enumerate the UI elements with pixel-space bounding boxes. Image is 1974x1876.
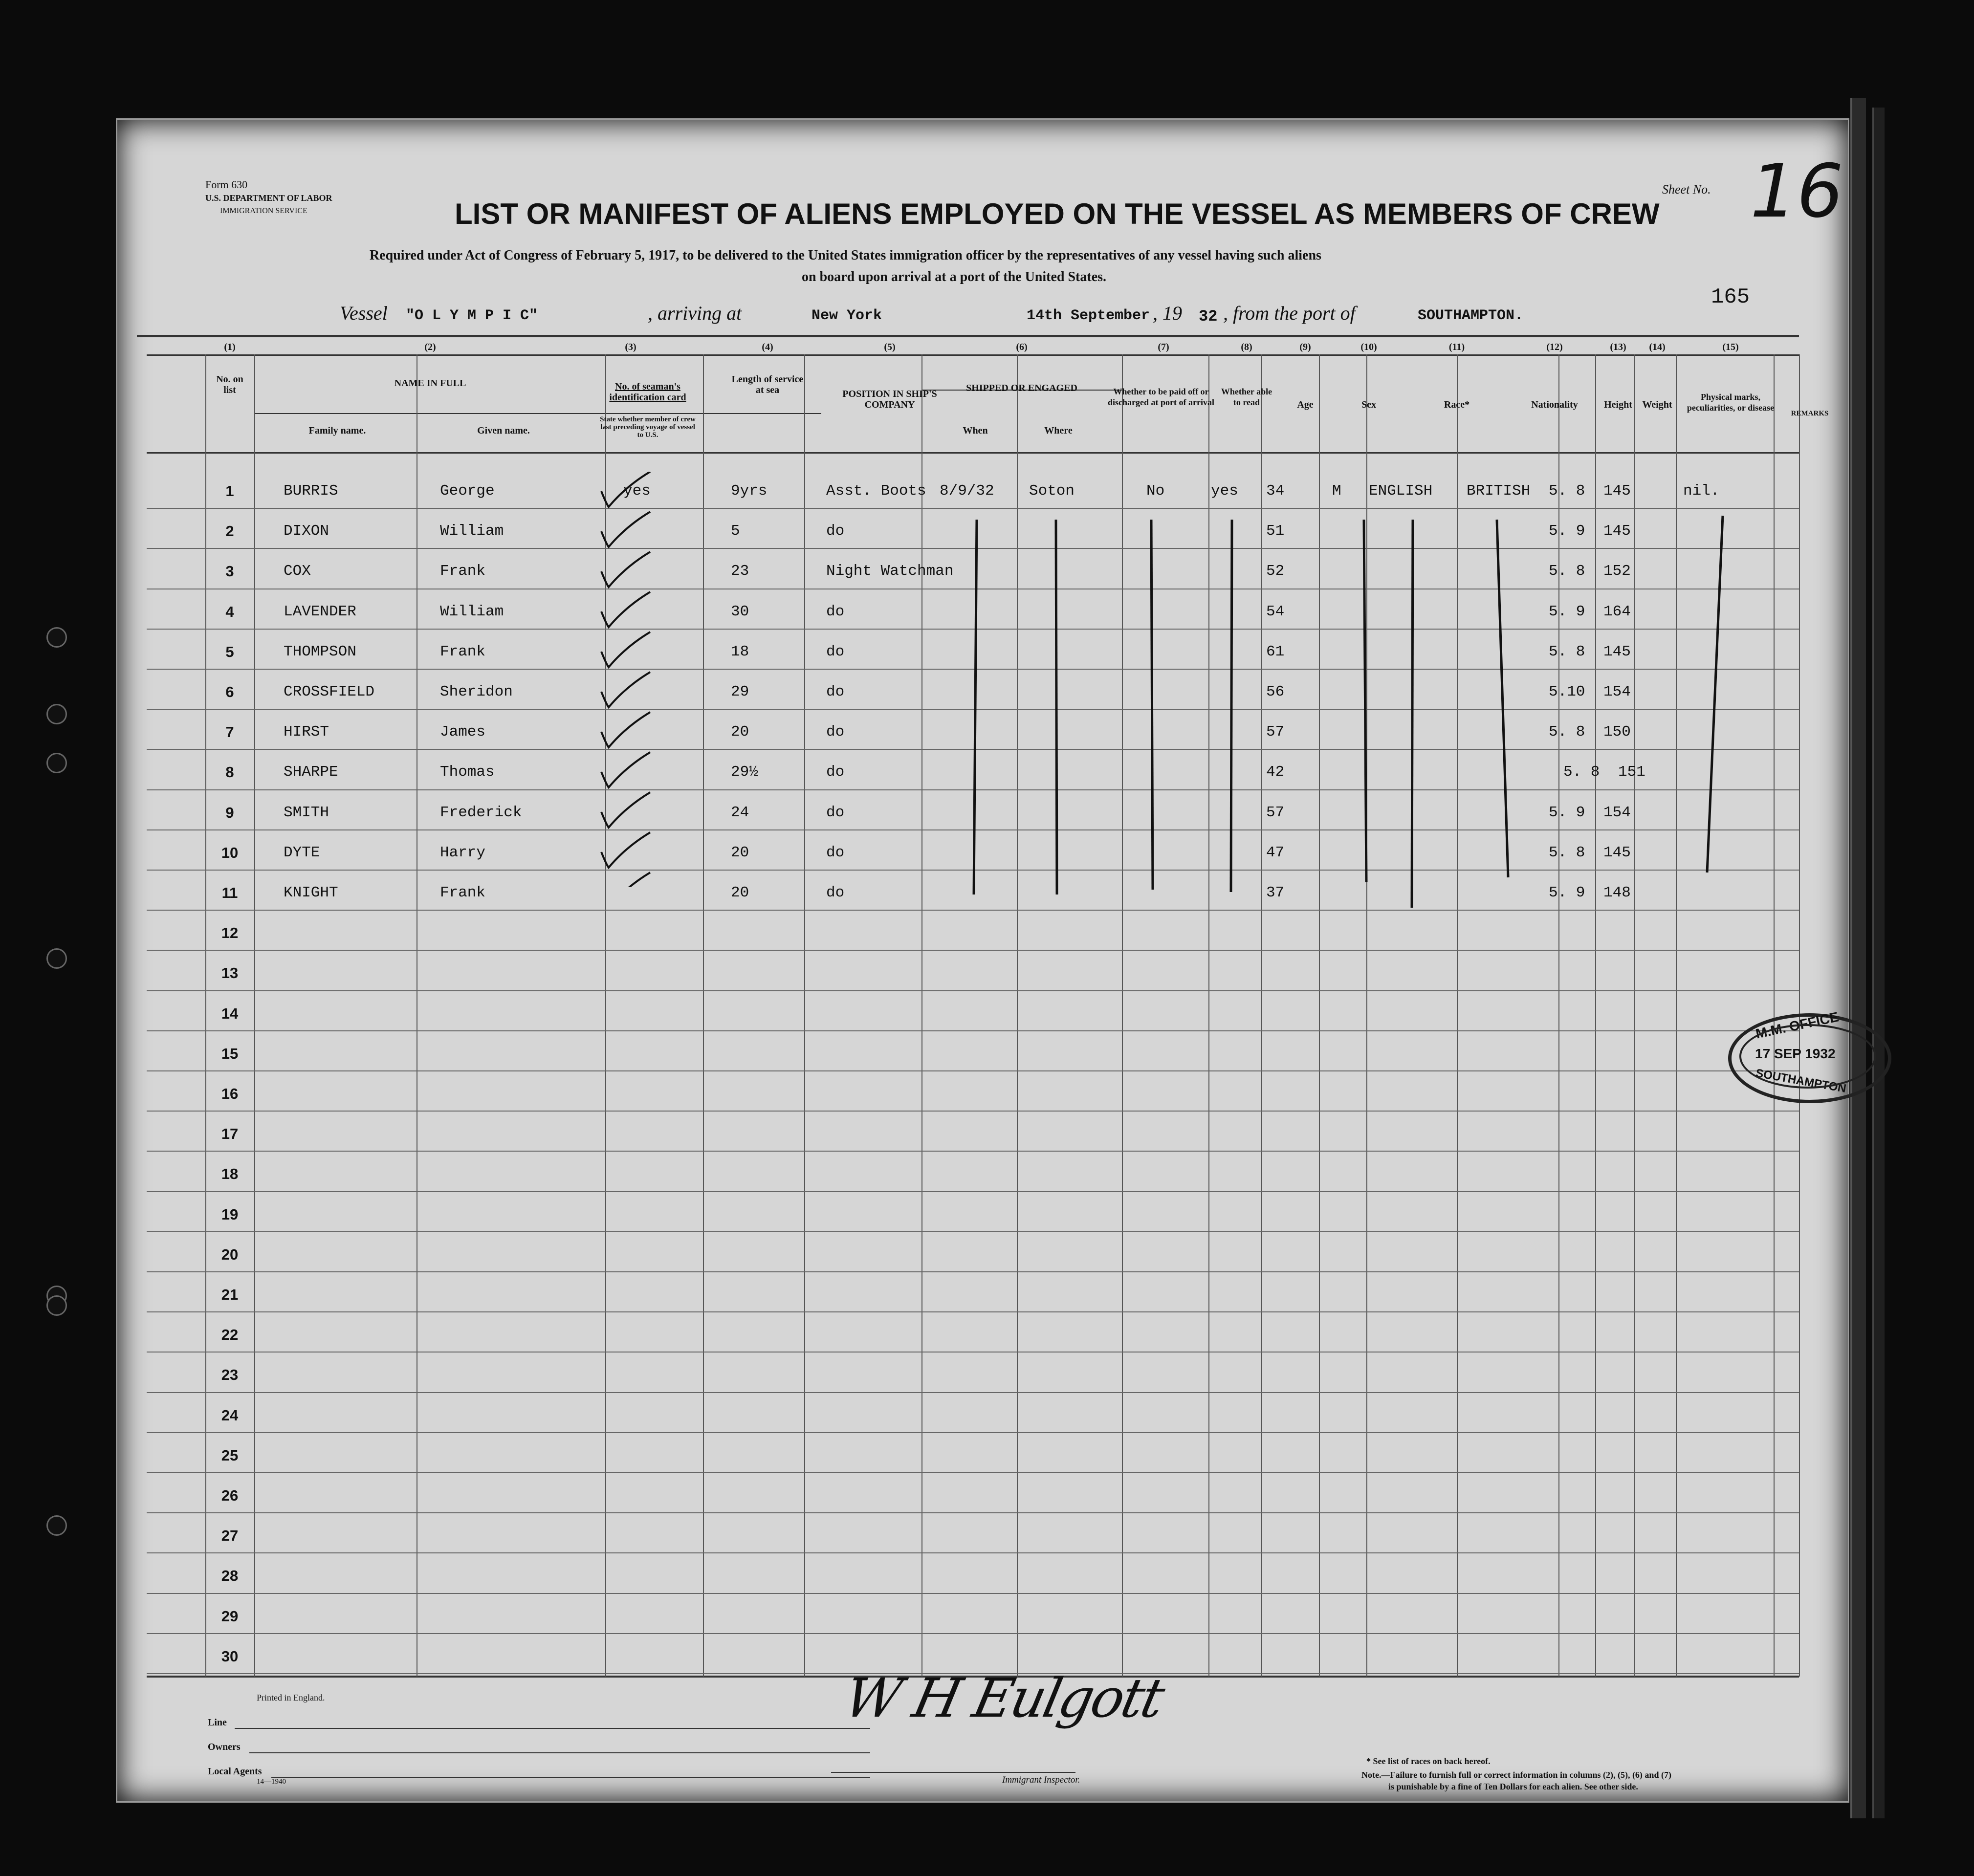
col2-number: (2) bbox=[424, 342, 436, 352]
cell-family: HIRST bbox=[284, 723, 329, 741]
form-code: 14—1940 bbox=[257, 1778, 286, 1786]
row-number: 2 bbox=[225, 523, 234, 540]
cell-position: do bbox=[826, 844, 845, 861]
col9-header: Age bbox=[1297, 399, 1314, 410]
col3-subheader: State whether member of crew last preceding voyage of vessel to U.S. bbox=[600, 415, 696, 439]
service: IMMIGRATION SERVICE bbox=[220, 207, 307, 215]
row-number: 26 bbox=[221, 1487, 239, 1504]
col6a-header: When bbox=[963, 425, 988, 436]
row-number: 30 bbox=[221, 1647, 239, 1665]
col3-number: (3) bbox=[625, 342, 636, 352]
cell-age: 61 bbox=[1266, 643, 1285, 660]
row-number: 12 bbox=[221, 924, 239, 942]
row-number: 25 bbox=[221, 1446, 239, 1464]
year-label: , 19 bbox=[1153, 302, 1182, 324]
cell-family: KNIGHT bbox=[284, 884, 338, 901]
cell-given: Harry bbox=[440, 844, 486, 861]
row-number: 9 bbox=[225, 804, 234, 821]
cell-weight: 154 bbox=[1603, 804, 1631, 821]
inspector-label: Immigrant Inspector. bbox=[1002, 1775, 1080, 1785]
col2-header: NAME IN FULL bbox=[394, 378, 466, 389]
page-edge bbox=[1850, 98, 1866, 1818]
col11-number: (11) bbox=[1448, 342, 1465, 352]
cell-height: 5. 8 bbox=[1549, 482, 1585, 500]
sheet-label: Sheet No. bbox=[1662, 182, 1711, 196]
cell-height: 5.10 bbox=[1549, 683, 1585, 700]
col4-number: (4) bbox=[762, 342, 773, 352]
line-rule bbox=[235, 1728, 870, 1729]
cell-read: yes bbox=[1211, 482, 1238, 500]
cell-family: SMITH bbox=[284, 804, 329, 821]
row-number: 24 bbox=[221, 1406, 239, 1424]
cell-given: Sheridon bbox=[440, 683, 513, 700]
cell-given: Frederick bbox=[440, 804, 522, 821]
cell-weight: 164 bbox=[1603, 603, 1631, 620]
cell-age: 57 bbox=[1266, 723, 1285, 741]
cell-weight: 150 bbox=[1603, 723, 1631, 741]
row-number: 10 bbox=[221, 844, 239, 861]
cell-height: 5. 9 bbox=[1549, 523, 1585, 540]
cell-position: do bbox=[826, 643, 845, 660]
col14-number: (14) bbox=[1649, 342, 1666, 352]
cell-weight: 154 bbox=[1603, 683, 1631, 700]
cell-weight: 145 bbox=[1603, 482, 1631, 500]
col7-number: (7) bbox=[1158, 342, 1169, 352]
cell-age: 54 bbox=[1266, 603, 1285, 620]
cell-given: Frank bbox=[440, 563, 486, 580]
row-number: 8 bbox=[225, 763, 234, 781]
stamp-line2: 17 SEP 1932 bbox=[1755, 1046, 1836, 1061]
col3-header: No. of seaman's identification card bbox=[609, 381, 686, 403]
races-note: * See list of races on back hereof. bbox=[1366, 1756, 1491, 1766]
cell-age: 34 bbox=[1266, 482, 1285, 500]
col11-header: Race* bbox=[1444, 399, 1470, 410]
cell-card: yes bbox=[623, 482, 651, 500]
fine-note-line2: is punishable by a fine of Ten Dollars for each alien. See other side. bbox=[1388, 1782, 1638, 1791]
col10-number: (10) bbox=[1360, 342, 1377, 352]
cell-service: 24 bbox=[731, 804, 749, 821]
col8-number: (8) bbox=[1241, 342, 1252, 352]
cell-age: 56 bbox=[1266, 683, 1285, 700]
col2a-header: Family name. bbox=[308, 425, 366, 436]
row-number: 27 bbox=[221, 1527, 239, 1545]
cell-family: DYTE bbox=[284, 844, 320, 861]
col6-header: SHIPPED OR ENGAGED bbox=[966, 383, 1077, 393]
manifest-title: LIST OR MANIFEST OF ALIENS EMPLOYED ON THE VESSEL AS MEMBERS OF CREW bbox=[455, 197, 1660, 230]
inspector-signature: W H Eulgott bbox=[839, 1667, 1168, 1729]
cell-position: do bbox=[826, 804, 845, 821]
row-number: 6 bbox=[225, 683, 234, 700]
cell-height: 5. 9 bbox=[1549, 804, 1585, 821]
vessel-name: "O L Y M P I C" bbox=[406, 307, 538, 324]
cell-service: 20 bbox=[731, 844, 749, 861]
cell-given: William bbox=[440, 523, 504, 540]
binder-hole bbox=[46, 704, 67, 724]
cell-where: Soton bbox=[1029, 482, 1075, 500]
page-edge bbox=[1872, 108, 1885, 1818]
cell-service: 29 bbox=[731, 683, 749, 700]
cell-service: 30 bbox=[731, 603, 749, 620]
row-number: 28 bbox=[221, 1567, 239, 1585]
manifest-sheet bbox=[116, 118, 1849, 1803]
department: U.S. DEPARTMENT OF LABOR bbox=[205, 193, 332, 203]
cell-position: do bbox=[826, 723, 845, 741]
cell-nationality: BRITISH bbox=[1467, 482, 1531, 500]
cell-given: Frank bbox=[440, 643, 486, 660]
fine-note-line1: Note.—Failure to furnish full or correct information in columns (2), (5), (6) and (7) bbox=[1361, 1770, 1671, 1780]
col13-header: Height bbox=[1604, 399, 1632, 410]
row-number: 1 bbox=[225, 482, 234, 500]
cell-given: George bbox=[440, 482, 495, 500]
row-number: 20 bbox=[221, 1245, 239, 1263]
cell-age: 37 bbox=[1266, 884, 1285, 901]
cell-given: James bbox=[440, 723, 486, 741]
col1-header: No. on list bbox=[216, 374, 243, 395]
cell-position: do bbox=[826, 763, 845, 781]
cell-family: DIXON bbox=[284, 523, 329, 540]
agents-label: Local Agents bbox=[208, 1766, 262, 1777]
cell-height: 5. 9 bbox=[1549, 603, 1585, 620]
row-number: 11 bbox=[221, 884, 238, 901]
cell-age: 52 bbox=[1266, 563, 1285, 580]
cell-family: COX bbox=[284, 563, 311, 580]
col12-header: Nationality bbox=[1531, 399, 1578, 410]
subtitle-line1: Required under Act of Congress of February 5, 1917, to be delivered to the United States immigration officer by the representatives of any vessel having such aliens bbox=[370, 248, 1321, 263]
cell-age: 57 bbox=[1266, 804, 1285, 821]
row-number: 13 bbox=[221, 964, 239, 982]
cell-position: do bbox=[826, 884, 845, 901]
row-number: 17 bbox=[221, 1125, 239, 1143]
col10-header: Sex bbox=[1361, 399, 1376, 410]
cell-family: BURRIS bbox=[284, 482, 338, 500]
binder-hole bbox=[46, 1295, 67, 1316]
owners-rule bbox=[249, 1752, 870, 1753]
departure-port: SOUTHAMPTON. bbox=[1418, 307, 1524, 324]
col12-number: (12) bbox=[1546, 342, 1563, 352]
col8-header: Whether able to read bbox=[1221, 387, 1272, 407]
cell-age: 47 bbox=[1266, 844, 1285, 861]
row-number: 4 bbox=[225, 603, 234, 620]
cell-service: 9yrs bbox=[731, 482, 768, 500]
cell-height: 5. 9 bbox=[1549, 884, 1585, 901]
cell-service: 5 bbox=[731, 523, 740, 540]
row-number: 29 bbox=[221, 1607, 239, 1625]
col5-number: (5) bbox=[884, 342, 896, 352]
arrival-date: 14th September bbox=[1027, 307, 1150, 324]
cell-weight: 148 bbox=[1603, 884, 1631, 901]
page-number: 165 bbox=[1711, 285, 1750, 309]
cell-service: 20 bbox=[731, 723, 749, 741]
cell-weight: 145 bbox=[1603, 643, 1631, 660]
ditto-lines bbox=[117, 120, 1848, 1801]
cell-position: do bbox=[826, 523, 845, 540]
col4-header: Length of service at sea bbox=[731, 374, 804, 395]
cell-position: Night Watchman bbox=[826, 563, 954, 580]
row-number: 15 bbox=[221, 1045, 239, 1062]
vessel-label: Vessel bbox=[340, 302, 388, 324]
cell-weight: 152 bbox=[1603, 563, 1631, 580]
binder-hole bbox=[46, 1515, 67, 1536]
stamp-inner-ring bbox=[1739, 1024, 1876, 1089]
cell-family: LAVENDER bbox=[284, 603, 356, 620]
owners-label: Owners bbox=[208, 1742, 241, 1752]
cell-age: 42 bbox=[1266, 763, 1285, 781]
arrival-port: New York bbox=[812, 307, 882, 324]
row-number: 18 bbox=[221, 1165, 239, 1183]
row-number: 3 bbox=[225, 563, 234, 580]
row-number: 21 bbox=[221, 1286, 239, 1303]
subtitle-line2: on board upon arrival at a port of the United States. bbox=[802, 269, 1107, 284]
cell-position: Asst. Boots bbox=[826, 482, 926, 500]
cell-family: THOMPSON bbox=[284, 643, 356, 660]
cell-height: 5. 8 bbox=[1563, 763, 1600, 781]
cell-marks: nil. bbox=[1683, 482, 1720, 500]
arriving-label: , arriving at bbox=[648, 302, 742, 324]
cell-weight: 145 bbox=[1603, 844, 1631, 861]
binder-hole bbox=[46, 627, 67, 648]
col1-number: (1) bbox=[224, 342, 236, 352]
binder-hole bbox=[46, 753, 67, 773]
form-number: Form 630 bbox=[205, 178, 248, 191]
cell-height: 5. 8 bbox=[1549, 643, 1585, 660]
col14-header: Weight bbox=[1642, 399, 1672, 410]
row-number: 22 bbox=[221, 1326, 239, 1344]
agents-rule bbox=[271, 1777, 870, 1778]
stamp-line1: M.M. OFFICE bbox=[1754, 1009, 1840, 1042]
row-number: 23 bbox=[221, 1366, 239, 1384]
row-number: 14 bbox=[221, 1004, 239, 1022]
cell-height: 5. 8 bbox=[1549, 844, 1585, 861]
cell-service: 18 bbox=[731, 643, 749, 660]
cell-position: do bbox=[826, 683, 845, 700]
from-label: , from the port of bbox=[1223, 302, 1356, 324]
cell-given: Frank bbox=[440, 884, 486, 901]
row-number: 5 bbox=[225, 643, 234, 660]
signature-rule bbox=[831, 1772, 1075, 1773]
cell-race: ENGLISH bbox=[1369, 482, 1433, 500]
row-number: 16 bbox=[221, 1085, 239, 1102]
col13-number: (13) bbox=[1610, 342, 1626, 352]
cell-family: CROSSFIELD bbox=[284, 683, 375, 700]
cell-weight: 151 bbox=[1618, 763, 1645, 781]
col2b-header: Given name. bbox=[477, 425, 530, 436]
cell-age: 51 bbox=[1266, 523, 1285, 540]
cell-service: 20 bbox=[731, 884, 749, 901]
cell-height: 5. 8 bbox=[1549, 563, 1585, 580]
cell-sex: M bbox=[1332, 482, 1341, 500]
col16-header: REMARKS bbox=[1791, 410, 1829, 417]
cell-given: William bbox=[440, 603, 504, 620]
col5-header: POSITION IN SHIP'S COMPANY bbox=[842, 389, 937, 410]
col7-header: Whether to be paid off or discharged at port of arrival bbox=[1108, 387, 1214, 407]
cell-service: 23 bbox=[731, 563, 749, 580]
cell-given: Thomas bbox=[440, 763, 495, 781]
printed-in-england: Printed in England. bbox=[257, 1693, 325, 1702]
cell-paid: No bbox=[1146, 482, 1165, 500]
row-number: 19 bbox=[221, 1205, 239, 1223]
col15-number: (15) bbox=[1722, 342, 1739, 352]
col6b-header: Where bbox=[1044, 425, 1073, 436]
cell-weight: 145 bbox=[1603, 523, 1631, 540]
col15-header: Physical marks, peculiarities, or disease bbox=[1687, 392, 1775, 413]
cell-when: 8/9/32 bbox=[940, 482, 994, 500]
cell-height: 5. 8 bbox=[1549, 723, 1585, 741]
stamp-line3: SOUTHAMPTON bbox=[1755, 1066, 1847, 1096]
cell-position: do bbox=[826, 603, 845, 620]
col9-number: (9) bbox=[1299, 342, 1311, 352]
arrival-year: 32 bbox=[1199, 307, 1218, 326]
col6-number: (6) bbox=[1016, 342, 1028, 352]
binder-hole bbox=[46, 948, 67, 969]
cell-family: SHARPE bbox=[284, 763, 338, 781]
line-label: Line bbox=[208, 1717, 227, 1728]
sheet-number: 16 bbox=[1750, 149, 1843, 234]
cell-service: 29½ bbox=[731, 763, 758, 781]
row-number: 7 bbox=[225, 723, 234, 741]
